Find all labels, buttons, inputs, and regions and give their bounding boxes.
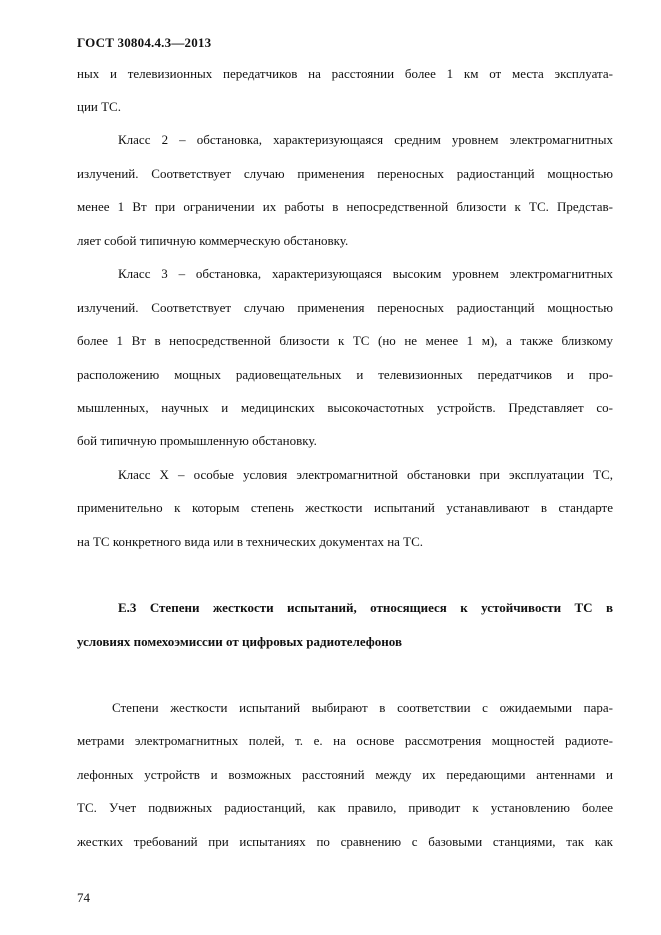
text-line: ных и телевизионных передатчиков на расстоянии более 1 км от места эксплуата- <box>77 66 613 81</box>
section-heading: Е.3 Степени жесткости испытаний, относящиеся к устойчивости ТС в <box>118 600 613 615</box>
text-line: метрами электромагнитных полей, т. е. на основе рассмотрения мощностей радиоте- <box>77 733 613 748</box>
text-line: бой типичную промышленную обстановку. <box>77 433 317 448</box>
text-line: ции ТС. <box>77 99 121 114</box>
text-line: ТС. Учет подвижных радиостанций, как правило, приводит к установлению более <box>77 800 613 815</box>
text-line: Класс 3 – обстановка, характеризующаяся высоким уровнем электромагнитных <box>118 266 613 281</box>
text-line: менее 1 Вт при ограничении их работы в непосредственной близости к ТС. Представ- <box>77 199 613 214</box>
text-line: на ТС конкретного вида или в технических документах на ТС. <box>77 534 424 549</box>
text-line: излучений. Соответствует случаю применения переносных радиостанций мощностью <box>77 300 613 315</box>
text-line: Класс 2 – обстановка, характеризующаяся средним уровнем электромагнитных <box>118 132 613 147</box>
text-line: Степени жесткости испытаний выбирают в соответствии с ожидаемыми пара- <box>112 700 613 715</box>
text-line: более 1 Вт в непосредственной близости к ТС (но не менее 1 м), а также близкому <box>77 333 613 348</box>
text-line: Класс Х – особые условия электромагнитной обстановки при эксплуатации ТС, <box>118 467 613 482</box>
text-line: излучений. Соответствует случаю применения переносных радиостанций мощностью <box>77 166 613 181</box>
text-line: применительно к которым степень жесткости испытаний устанавливают в стандарте <box>77 500 613 515</box>
text-line: жестких требований при испытаниях по сравнению с базовыми станциями, так как <box>77 834 613 849</box>
text-line: ляет собой типичную коммерческую обстановку. <box>77 233 349 248</box>
text-line: лефонных устройств и возможных расстояний между их передающими антеннами и <box>77 767 613 782</box>
page-number: 74 <box>77 890 90 905</box>
section-heading: условиях помехоэмиссии от цифровых радиотелефонов <box>77 634 402 649</box>
text-line: мышленных, научных и медицинских высокочастотных устройств. Представляет со- <box>77 400 613 415</box>
text-line: расположению мощных радиовещательных и телевизионных передатчиков и про- <box>77 367 613 382</box>
document-header: ГОСТ 30804.4.3—2013 <box>77 35 212 50</box>
